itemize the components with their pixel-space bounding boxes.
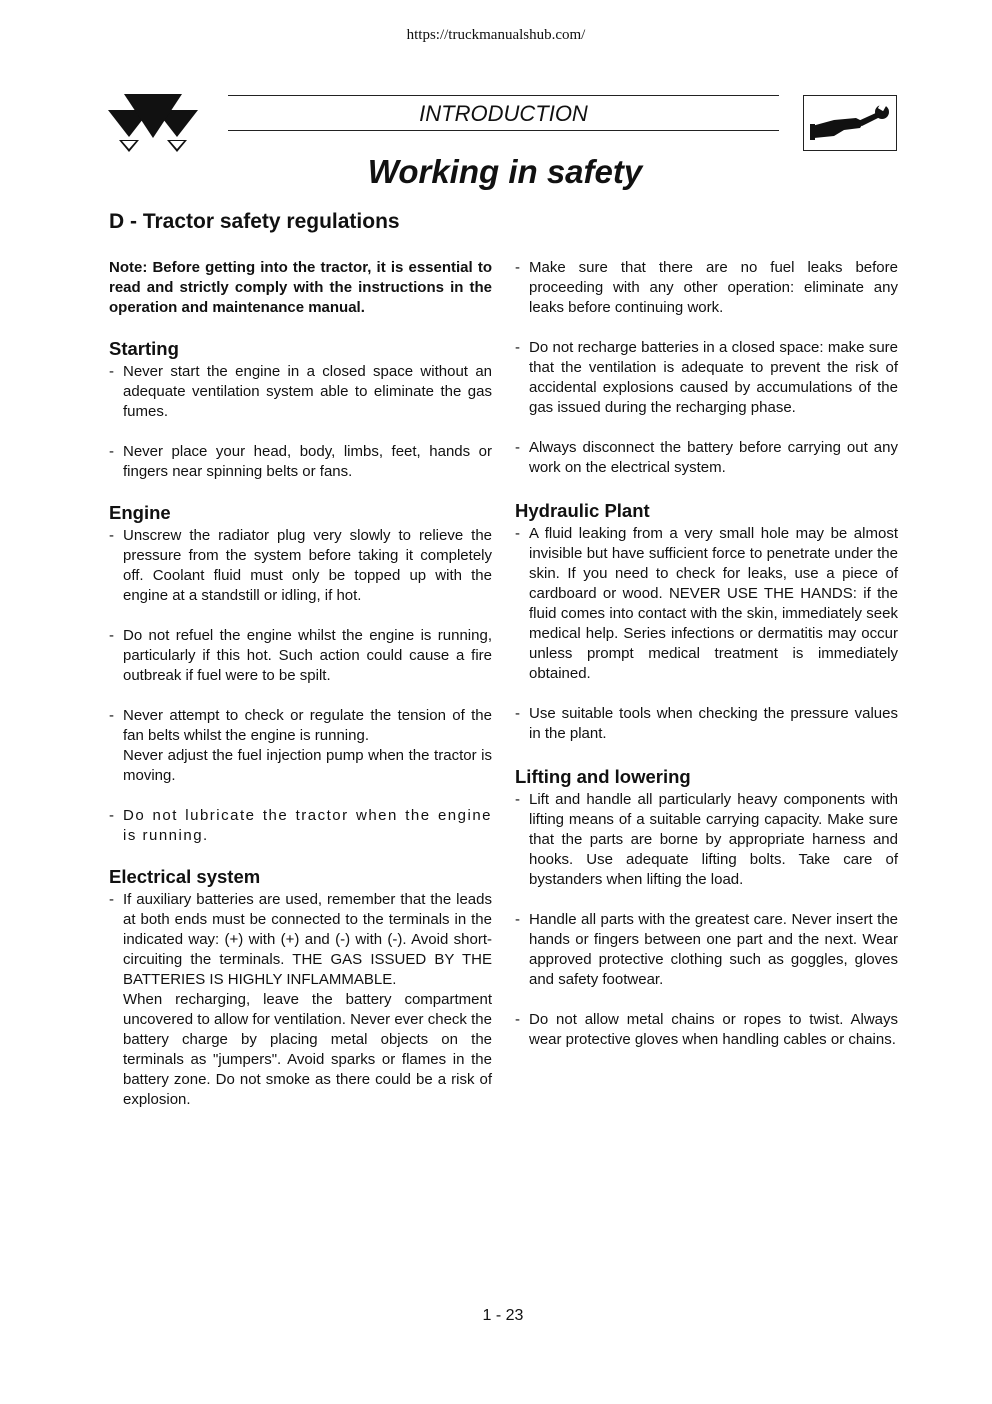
source-url: https://truckmanualshub.com/ bbox=[406, 27, 586, 43]
list-item: - Use suitable tools when checking the pressure values in the plant. bbox=[515, 704, 898, 744]
list-item: - Never start the engine in a closed space without an adequate ventilation system able to eliminate the gas fumes. bbox=[109, 362, 492, 422]
heading-starting: Starting bbox=[109, 338, 179, 359]
triple-triangle-logo bbox=[108, 94, 198, 152]
list-item: - Do not allow metal chains or ropes to twist. Always wear protective gloves when handling cables or chains. bbox=[515, 1010, 898, 1050]
list-item: - Do not recharge batteries in a closed space: make sure that the ventilation is adequate to prevent the risk of accidental explosions caused by accumulations of the gas issued during the recharging phase. bbox=[515, 338, 898, 418]
list-item: - Never attempt to check or regulate the tension of the fan belts whilst the engine is running. Never adjust the fuel injection pump when the tractor is moving. bbox=[109, 706, 492, 786]
page-number: 1 - 23 bbox=[482, 1307, 524, 1324]
list-item: - Never place your head, body, limbs, feet, hands or fingers near spinning belts or fans. bbox=[109, 442, 492, 482]
hand-wrench-icon bbox=[803, 95, 897, 151]
list-item: - If auxiliary batteries are used, remember that the leads at both ends must be connected to the terminals in the indicated way: (+) with (+) and (-) with (-). Avoid short-circuiting the terminals. THE GAS ISSUED BY THE BATTERIES IS HIGHLY INFLAMMABLE. When recharging, leave the battery compartment uncovered to allow for ventilation. Never ever check the battery charge by placing metal objects on the terminals as "jumpers". Avoid sparks or flames in the battery zone. Do not smoke as there could be a risk of explosion. bbox=[109, 890, 492, 1110]
list-item: - A fluid leaking from a very small hole may be almost invisible but have sufficient force to penetrate under the skin. If you need to check for leaks, use a piece of cardboard or wood. NEVER USE THE HANDS: if the fluid comes into contact with the skin, immediately seek medical help. Series infections or dermatitis may occur unless prompt medical treatment is immediately obtained. bbox=[515, 524, 898, 684]
heading-hydraulic: Hydraulic Plant bbox=[515, 500, 650, 521]
list-item: - Lift and handle all particularly heavy components with lifting means of a suitable carrying capacity. Make sure that the parts are borne by appropriate harness and hooks. Use adequate lifting bolts. Take care of bystanders when lifting the load. bbox=[515, 790, 898, 890]
list-item: - Always disconnect the battery before carrying out any work on the electrical system. bbox=[515, 438, 898, 478]
heading-electrical: Electrical system bbox=[109, 866, 261, 887]
list-item: - Do not refuel the engine whilst the engine is running, particularly if this hot. Such action could cause a fire outbreak if fuel were to be spilt. bbox=[109, 626, 492, 686]
list-item: - Handle all parts with the greatest care. Never insert the hands or fingers between one part and the next. Wear approved protective clothing such as goggles, gloves and safety footwear. bbox=[515, 910, 898, 990]
heading-lifting: Lifting and lowering bbox=[515, 766, 691, 787]
list-item: - Make sure that there are no fuel leaks before proceeding with any other operation: eliminate any leaks before continuing work. bbox=[515, 258, 898, 318]
page-title: Working in safety bbox=[367, 153, 643, 190]
header-rule-bottom bbox=[228, 130, 779, 131]
list-item: - Unscrew the radiator plug very slowly to relieve the pressure from the system before taking it completely off. Coolant fluid must only be topped up with the engine at a standstill or idling, if hot. bbox=[109, 526, 492, 606]
right-column bbox=[515, 258, 898, 1070]
header-rule-top bbox=[228, 95, 779, 96]
heading-engine: Engine bbox=[109, 502, 171, 523]
section-subtitle: D - Tractor safety regulations bbox=[109, 210, 400, 233]
safety-note: Note: Before getting into the tractor, it is essential to read and strictly comply with the instructions in the operation and maintenance manual. bbox=[109, 259, 492, 316]
list-item: - Do not lubricate the tractor when the engine is running. bbox=[109, 806, 492, 846]
section-label: INTRODUCTION bbox=[419, 101, 588, 126]
left-column bbox=[109, 258, 492, 1130]
